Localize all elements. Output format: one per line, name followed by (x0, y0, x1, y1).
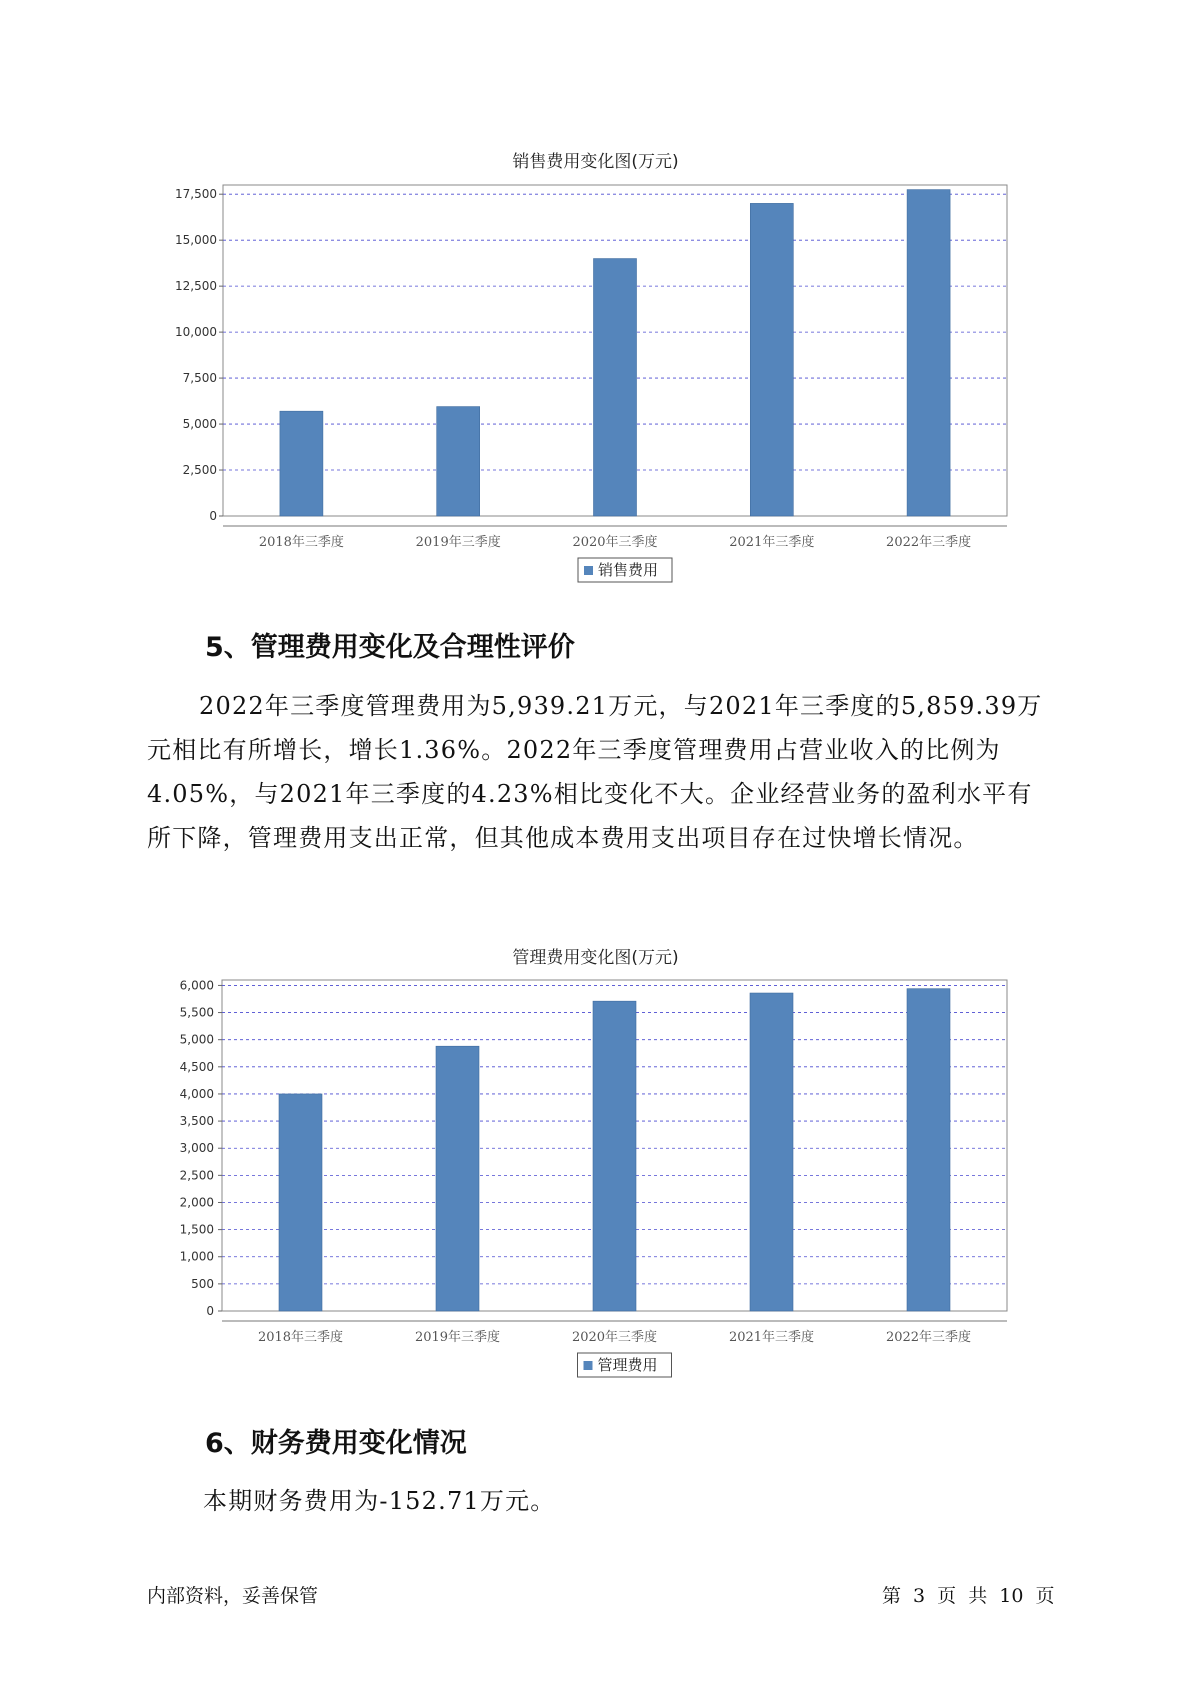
y-tick-label: 5,000 (179, 1032, 214, 1047)
x-tick-label: 2021年三季度 (728, 1330, 815, 1345)
x-tick-label: 2018年三季度 (257, 1330, 344, 1345)
bar (280, 411, 323, 516)
bar (594, 259, 637, 516)
y-tick-label: 10,000 (175, 325, 217, 340)
bar (750, 203, 793, 516)
chart-title: 管理费用变化图(万元) (512, 948, 679, 968)
section-5-paragraph: 2022年三季度管理费用为5,939.21万元，与2021年三季度的5,859.39万元相比有所增长，增长1.36%。2022年三季度管理费用占营业收入的比例为4.05%，与2021年三季度的4.23%相比变化不大。企业经营业务的盈利水平有所下降，管理费用支出正常，但其他成本费用支出项目存在过快增长情况。 (147, 692, 1043, 852)
legend-swatch (584, 566, 593, 575)
y-tick-label: 15,000 (175, 233, 217, 248)
bar (437, 407, 480, 516)
x-tick-label: 2019年三季度 (414, 1330, 501, 1345)
x-tick-label: 2022年三季度 (886, 535, 972, 550)
y-tick-label: 0 (206, 1304, 214, 1318)
y-tick-label: 3,000 (179, 1141, 214, 1156)
bar (593, 1001, 636, 1311)
y-tick-label: 0 (209, 509, 217, 523)
y-tick-label: 17,500 (175, 187, 217, 202)
y-tick-label: 2,500 (182, 463, 217, 478)
y-tick-label: 4,000 (179, 1086, 214, 1101)
section-6-heading: 6、财务费用变化情况 (205, 1428, 467, 1459)
legend-label: 销售费用 (598, 561, 659, 579)
x-tick-label: 2020年三季度 (571, 1330, 658, 1345)
chart-title: 销售费用变化图(万元) (512, 152, 679, 172)
x-tick-label: 2021年三季度 (729, 535, 815, 550)
y-tick-label: 2,000 (179, 1195, 214, 1210)
sales-expense-chart-svg (0, 170, 1191, 590)
x-tick-label: 2019年三季度 (415, 535, 501, 550)
y-tick-label: 5,500 (179, 1005, 214, 1020)
footer-confidential-note: 内部资料，妥善保管 (147, 1585, 319, 1607)
y-tick-label: 7,500 (182, 371, 217, 386)
legend-label: 管理费用 (597, 1356, 658, 1374)
section-5-heading: 5、管理费用变化及合理性评价 (205, 632, 575, 663)
x-tick-label: 2022年三季度 (885, 1330, 972, 1345)
footer-page-number: 第 3 页 共 10 页 (882, 1585, 1055, 1607)
y-tick-label: 4,500 (179, 1059, 214, 1074)
bar (907, 190, 950, 516)
y-tick-label: 5,000 (182, 417, 217, 432)
legend-swatch (584, 1361, 593, 1370)
management-expense-chart-svg (0, 966, 1191, 1396)
bar (750, 993, 793, 1311)
y-tick-label: 12,500 (175, 279, 217, 294)
bar (436, 1046, 479, 1311)
y-tick-label: 1,000 (179, 1249, 214, 1264)
y-tick-label: 3,500 (179, 1114, 214, 1129)
x-tick-label: 2018年三季度 (258, 535, 344, 550)
bar (907, 989, 950, 1311)
y-tick-label: 500 (191, 1276, 214, 1291)
y-tick-label: 1,500 (179, 1222, 214, 1237)
y-tick-label: 2,500 (179, 1168, 214, 1183)
section-6-paragraph: 本期财务费用为-152.71万元。 (203, 1487, 556, 1515)
y-tick-label: 6,000 (179, 978, 214, 993)
bar (279, 1094, 322, 1311)
x-tick-label: 2020年三季度 (572, 535, 658, 550)
